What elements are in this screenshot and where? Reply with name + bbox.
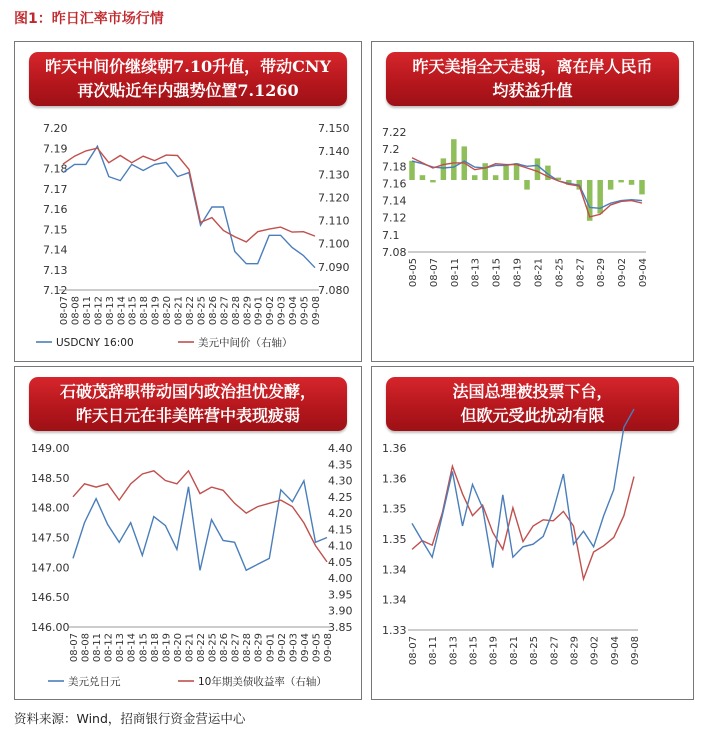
x-tick-label: 09-01	[253, 296, 265, 326]
x-tick-label: 09-02	[617, 258, 629, 288]
y-left-tick-label: 148.00	[31, 501, 70, 515]
x-tick-label: 08-13	[104, 296, 116, 326]
spread-bar	[629, 180, 635, 185]
x-tick-label: 09-02	[589, 636, 601, 666]
panel-title-line-2: 但欧元受此扰动有限	[460, 406, 605, 425]
x-tick-label: 09-02	[276, 633, 288, 663]
x-tick-label: 08-11	[92, 633, 104, 663]
x-tick-label: 08-15	[491, 258, 503, 288]
x-tick-label: 08-18	[149, 633, 161, 663]
series-line	[73, 471, 327, 562]
y-left-tick-label: 7.14	[43, 243, 68, 257]
spread-bar	[482, 163, 488, 180]
x-tick-label: 08-22	[196, 633, 207, 663]
y-left-tick-label: 7.1	[382, 228, 400, 242]
y-right-tick-label: 3.90	[328, 604, 353, 618]
x-tick-label: 09-03	[288, 633, 300, 663]
figure-title: 图1：昨日汇率市场行情	[14, 11, 164, 27]
chart-panel-cny-fixing	[14, 41, 362, 362]
y-left-tick-label: 7.16	[382, 177, 407, 191]
series-line	[63, 146, 315, 268]
y-left-tick-label: 1.36	[382, 442, 407, 455]
spread-bar	[420, 175, 426, 180]
y-left-tick-label: 7.2	[382, 143, 400, 157]
x-tick-label: 09-08	[323, 633, 334, 663]
x-tick-label: 08-26	[219, 633, 231, 663]
y-left-tick-label: 1.34	[382, 563, 407, 577]
x-tick-label: 08-29	[569, 636, 581, 666]
x-tick-label: 08-07	[428, 258, 440, 288]
y-right-tick-label: 4.15	[328, 523, 353, 537]
panel-title-line-1: 法国总理被投票下台，	[452, 382, 613, 401]
x-tick-label: 08-26	[207, 296, 219, 326]
x-tick-label: 08-29	[596, 258, 608, 288]
y-right-tick-label: 7.080	[318, 284, 350, 297]
spread-bar	[608, 180, 614, 190]
chart-panel-usd-cny-cnh	[371, 41, 694, 362]
legend-label: 10年期美债收益率（右轴）	[198, 676, 327, 688]
x-tick-label: 08-25	[207, 633, 219, 663]
x-tick-label: 08-20	[162, 296, 174, 326]
y-left-tick-label: 7.18	[43, 162, 68, 176]
x-tick-label: 08-25	[554, 258, 566, 288]
y-left-tick-label: 1.33	[382, 624, 407, 637]
x-tick-label: 08-11	[81, 296, 93, 326]
spread-bar	[430, 180, 436, 182]
x-tick-label: 09-08	[311, 296, 322, 326]
y-right-tick-label: 4.20	[328, 507, 353, 521]
x-tick-label: 08-08	[80, 633, 92, 663]
x-tick-label: 08-27	[219, 296, 231, 326]
y-left-tick-label: 7.13	[43, 263, 68, 277]
x-tick-label: 08-29	[242, 296, 254, 326]
x-tick-label: 08-14	[116, 296, 128, 326]
y-left-tick-label: 7.12	[382, 211, 407, 225]
x-tick-label: 08-21	[508, 636, 520, 666]
x-tick-label: 08-11	[449, 258, 461, 288]
spread-bar	[493, 175, 499, 180]
x-tick-label: 08-20	[172, 633, 184, 663]
y-right-tick-label: 4.10	[328, 539, 353, 553]
x-tick-label: 08-05	[408, 258, 419, 288]
chart-svg	[372, 42, 693, 361]
x-tick-label: 08-11	[428, 636, 440, 666]
panel-title-line-2: 昨天日元在非美阵营中表现疲弱	[75, 406, 300, 425]
y-left-tick-label: 7.20	[43, 122, 68, 135]
x-tick-label: 08-21	[184, 633, 196, 663]
x-tick-label: 08-14	[126, 633, 138, 663]
y-right-tick-label: 7.130	[318, 168, 350, 182]
x-tick-label: 08-21	[173, 296, 185, 326]
y-left-tick-label: 1.34	[382, 593, 407, 607]
y-left-tick-label: 147.00	[31, 561, 70, 575]
series-line	[412, 409, 634, 568]
x-tick-label: 08-15	[468, 636, 480, 666]
x-tick-label: 09-04	[638, 258, 649, 288]
y-right-tick-label: 4.25	[328, 490, 353, 504]
x-tick-label: 08-18	[139, 296, 151, 326]
x-tick-label: 08-12	[103, 633, 115, 663]
x-tick-label: 08-15	[127, 296, 139, 326]
chart-svg	[15, 367, 361, 699]
y-left-tick-label: 7.22	[382, 126, 407, 139]
x-tick-label: 08-12	[93, 296, 105, 326]
spread-bar	[524, 180, 530, 190]
spread-bar	[451, 139, 457, 180]
y-right-tick-label: 4.35	[328, 458, 353, 472]
source-note: 资料来源：Wind，招商银行资金营运中心	[14, 711, 246, 726]
spread-bar	[587, 180, 593, 221]
x-tick-label: 09-02	[265, 296, 277, 326]
spread-bar	[503, 166, 509, 180]
x-tick-label: 08-21	[533, 258, 545, 288]
x-tick-label: 08-28	[242, 633, 254, 663]
y-left-tick-label: 7.18	[382, 160, 407, 174]
x-tick-label: 09-04	[609, 636, 621, 666]
legend-label: 美元兑日元	[68, 676, 121, 688]
y-left-tick-label: 146.00	[31, 621, 70, 634]
y-right-tick-label: 7.120	[318, 191, 350, 205]
x-tick-label: 09-04	[288, 296, 300, 326]
y-left-tick-label: 1.35	[382, 533, 407, 546]
x-tick-label: 09-01	[265, 633, 277, 663]
y-right-tick-label: 7.150	[318, 122, 350, 135]
x-tick-label: 08-19	[150, 296, 162, 326]
spread-bar	[409, 161, 415, 180]
chart-panel-eur-gbp	[371, 366, 694, 700]
panel-title-line-2: 再次贴近年内强势位置7.1260	[77, 81, 299, 100]
x-tick-label: 08-13	[470, 258, 482, 288]
panel-title-line-1: 昨天美指全天走弱，离在岸人民币	[412, 57, 653, 76]
y-right-tick-label: 7.110	[318, 214, 350, 228]
y-left-tick-label: 7.12	[43, 284, 68, 297]
y-left-tick-label: 148.50	[31, 471, 70, 485]
x-tick-label: 08-13	[448, 636, 460, 666]
x-tick-label: 08-22	[185, 296, 196, 326]
spread-bar	[618, 180, 624, 182]
x-tick-label: 08-19	[161, 633, 173, 663]
y-right-tick-label: 4.40	[328, 442, 353, 455]
x-tick-label: 09-04	[299, 633, 311, 663]
x-tick-label: 08-27	[549, 636, 561, 666]
x-tick-label: 08-07	[408, 636, 419, 666]
x-tick-label: 08-28	[230, 296, 242, 326]
y-right-tick-label: 7.140	[318, 145, 350, 159]
x-tick-label: 08-13	[115, 633, 127, 663]
x-tick-label: 08-29	[253, 633, 265, 663]
y-left-tick-label: 7.16	[43, 203, 68, 216]
x-tick-label: 09-05	[299, 296, 311, 326]
x-tick-label: 08-15	[138, 633, 150, 663]
y-right-tick-label: 7.090	[318, 260, 350, 274]
y-left-tick-label: 7.15	[43, 223, 68, 237]
chart-svg	[372, 367, 693, 699]
x-tick-label: 08-08	[70, 296, 82, 326]
x-tick-label: 08-25	[196, 296, 208, 326]
y-left-tick-label: 1.36	[382, 472, 407, 486]
x-tick-label: 08-07	[69, 633, 80, 663]
y-left-tick-label: 1.35	[382, 502, 407, 516]
y-left-tick-label: 149.00	[31, 442, 70, 455]
y-left-tick-label: 146.50	[31, 591, 70, 605]
y-right-tick-label: 4.05	[328, 555, 353, 569]
y-right-tick-label: 7.100	[318, 237, 350, 251]
spread-bar	[535, 158, 541, 180]
y-left-tick-label: 7.17	[43, 182, 68, 196]
y-right-tick-label: 4.30	[328, 474, 353, 488]
panel-title-line-1: 石破茂辞职带动国内政治担忧发酵，	[59, 382, 316, 401]
x-tick-label: 09-05	[311, 633, 323, 663]
y-right-tick-label: 4.00	[328, 572, 353, 586]
y-left-tick-label: 7.19	[43, 142, 68, 156]
spread-bar	[639, 180, 645, 194]
x-tick-label: 09-03	[276, 296, 288, 326]
spread-bar	[472, 175, 478, 180]
series-line	[63, 148, 315, 242]
x-tick-label: 08-27	[575, 258, 587, 288]
panel-title-line-2: 均获益升值	[492, 81, 573, 100]
legend-label: USDCNY 16:00	[56, 337, 134, 349]
x-tick-label: 08-25	[529, 636, 541, 666]
chart-panel-usdjpy	[14, 366, 362, 700]
chart-svg	[15, 42, 361, 361]
x-tick-label: 08-27	[230, 633, 242, 663]
y-right-tick-label: 3.85	[328, 621, 353, 634]
y-left-tick-label: 7.14	[382, 194, 407, 208]
y-left-tick-label: 147.50	[31, 531, 70, 545]
x-tick-label: 09-08	[630, 636, 641, 666]
y-right-tick-label: 3.95	[328, 588, 353, 602]
panel-title-line-1: 昨天中间价继续朝7.10升值，带动CNY	[45, 57, 331, 76]
legend-label: 美元中间价（右轴）	[198, 337, 293, 349]
x-tick-label: 08-07	[59, 296, 70, 326]
x-tick-label: 08-19	[512, 258, 524, 288]
y-left-tick-label: 7.08	[382, 246, 407, 259]
x-tick-label: 08-19	[488, 636, 500, 666]
spread-bar	[441, 158, 447, 180]
